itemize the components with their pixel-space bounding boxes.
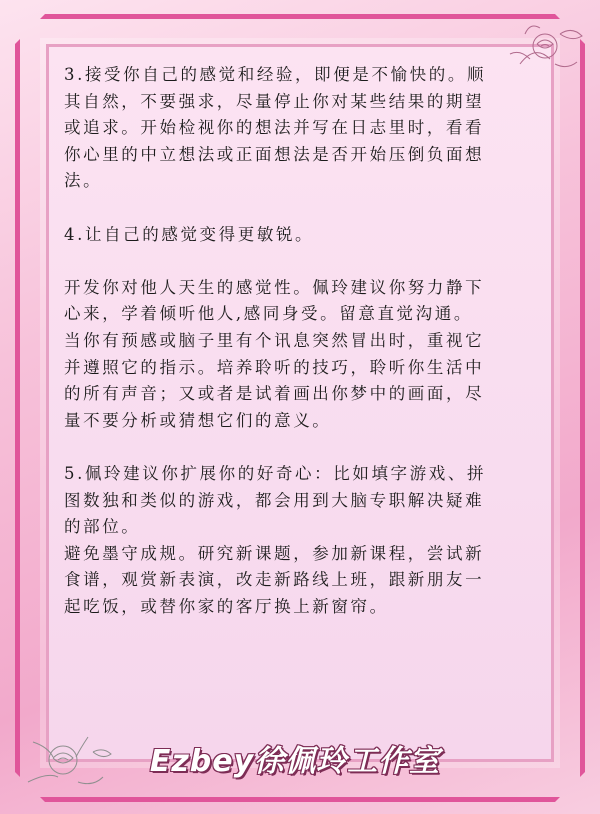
studio-signature: Ezbey徐佩玲工作室	[149, 744, 441, 779]
paragraph-5: 避免墨守成规。研究新课题，参加新课程，尝试新 食谱，观赏新表演，改走新路线上班，跟新朋友一 起吃饭，或替你家的客厅换上新窗帘。	[64, 543, 485, 616]
rose-sketch-icon	[18, 722, 118, 802]
paragraph-4: 开发你对他人天生的感觉性。佩玲建议你努力静下 心来，学着倾听他人,感同身受。留意直觉沟通。 当你有预感或脑子里有个讯息突然冒出时，重视它 并遵照它的指示。培养聆听的技巧，聆听你生活中 的所有声音；又或者是试着画出你梦中的画面，尽 量不要分析或猜想它们的意义。	[64, 277, 485, 430]
paragraph-3: 3.接受你自己的感觉和经验，即便是不愉快的。顺 其自然，不要强求，尽量停止你对某些结果的期望 或追求。开始检视你的想法并写在日志里时，看看 你心里的中立想法或正面想法是否开始压倒负面想 法。	[64, 65, 487, 191]
heading-5: 5.佩玲建议你扩展你的好奇心：比如填字游戏、拼 图数独和类似的游戏，都会用到大脑专职解决疑难 的部位。	[64, 463, 487, 537]
heading-4: 4.让自己的感觉变得更敏锐。	[64, 224, 315, 244]
rose-sketch-icon	[500, 14, 590, 84]
article-body	[64, 62, 542, 620]
